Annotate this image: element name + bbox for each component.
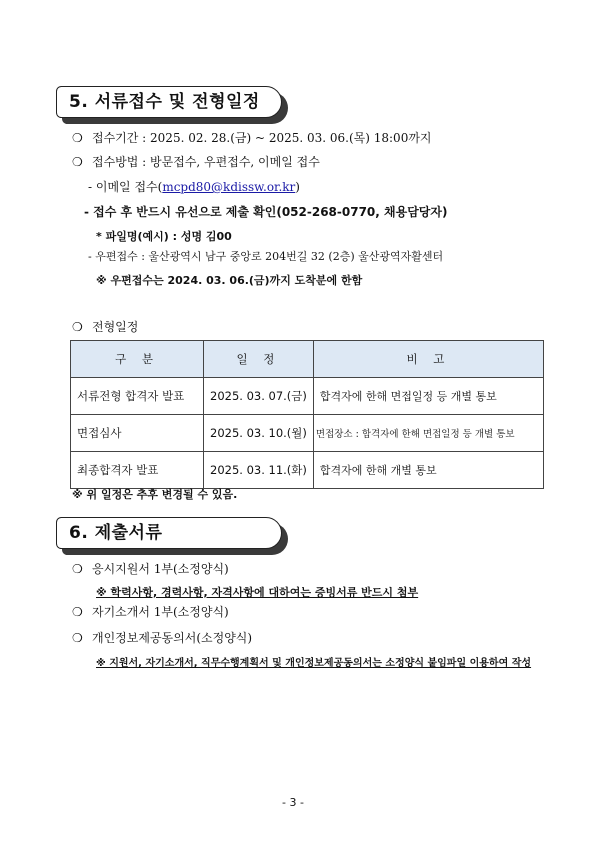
email-prefix: - 이메일 접수( (88, 180, 163, 194)
circle-bullet-icon: ❍ (72, 155, 83, 169)
table-row (71, 452, 544, 489)
item2-text: 자기소개서 1부(소정양식) (92, 605, 229, 619)
table-header-cell: 비 고 (313, 341, 543, 378)
circle-bullet-icon: ❍ (72, 131, 83, 145)
method-line (72, 153, 320, 170)
circle-bullet-icon: ❍ (72, 562, 83, 576)
table-cell: 합격자에 한해 면접일정 등 개별 통보 (313, 378, 543, 415)
period-line (72, 129, 432, 146)
email-link[interactable]: mcpd80@kdissw.or.kr (162, 180, 296, 194)
table-cell: 합격자에 한해 개별 통보 (313, 452, 543, 489)
table-cell: 서류전형 합격자 발표 (71, 378, 204, 415)
item1-note: ※ 학력사항, 경력사항, 자격사항에 대하여는 증빙서류 반드시 첨부 (96, 586, 419, 599)
email-suffix: ) (295, 180, 300, 194)
item3-note: ※ 지원서, 자기소개서, 직무수행계획서 및 개인정보제공동의서는 소정양식 붙임파일 이용하여 작성 (96, 658, 532, 669)
table-header-cell: 구 분 (71, 341, 204, 378)
filename-line: * 파일명(예시) : 성명 김00 (96, 230, 232, 243)
schedule-label: 전형일정 (92, 320, 139, 334)
table-cell: 2025. 03. 10.(월) (204, 415, 314, 452)
post-note-line: ※ 우편접수는 2024. 03. 06.(금)까지 도착분에 한함 (96, 274, 363, 287)
table-cell: 면접장소 : 합격자에 한해 면접일정 등 개별 통보 (313, 415, 543, 452)
circle-bullet-icon: ❍ (72, 320, 83, 334)
table-header-row (71, 341, 544, 378)
schedule-table (70, 340, 544, 489)
section-5-title: 5. 서류접수 및 전형일정 (56, 86, 282, 118)
circle-bullet-icon: ❍ (72, 631, 83, 645)
circle-bullet-icon: ❍ (72, 605, 83, 619)
table-cell: 최종합격자 발표 (71, 452, 204, 489)
table-note: ※ 위 일정은 추후 변경될 수 있음. (72, 488, 238, 501)
item3-text: 개인정보제공동의서(소정양식) (92, 631, 253, 645)
post-line: - 우편접수 : 울산광역시 남구 중앙로 204번길 32 (2층) 울산광역자활센터 (88, 250, 444, 263)
email-line (88, 178, 300, 195)
item1-text: 응시지원서 1부(소정양식) (92, 562, 229, 576)
confirm-line: - 접수 후 반드시 유선으로 제출 확인(052-268-0770, 채용담당자) (84, 205, 448, 219)
item1-line (72, 560, 229, 577)
table-header-cell: 일 정 (204, 341, 314, 378)
table-row (71, 415, 544, 452)
period-text: 접수기간 : 2025. 02. 28.(금) ~ 2025. 03. 06.(목) 18:00까지 (92, 131, 432, 145)
section-6-title: 6. 제출서류 (56, 517, 282, 549)
table-cell: 2025. 03. 11.(화) (204, 452, 314, 489)
section-6-header (56, 517, 282, 549)
item2-line (72, 603, 229, 620)
table-row (71, 378, 544, 415)
method-text: 접수방법 : 방문접수, 우편접수, 이메일 접수 (92, 155, 320, 169)
page-number: - 3 - (282, 796, 304, 809)
table-cell: 면접심사 (71, 415, 204, 452)
table-cell: 2025. 03. 07.(금) (204, 378, 314, 415)
schedule-label-line (72, 318, 138, 335)
item3-line (72, 629, 252, 646)
section-5-header (56, 86, 282, 118)
